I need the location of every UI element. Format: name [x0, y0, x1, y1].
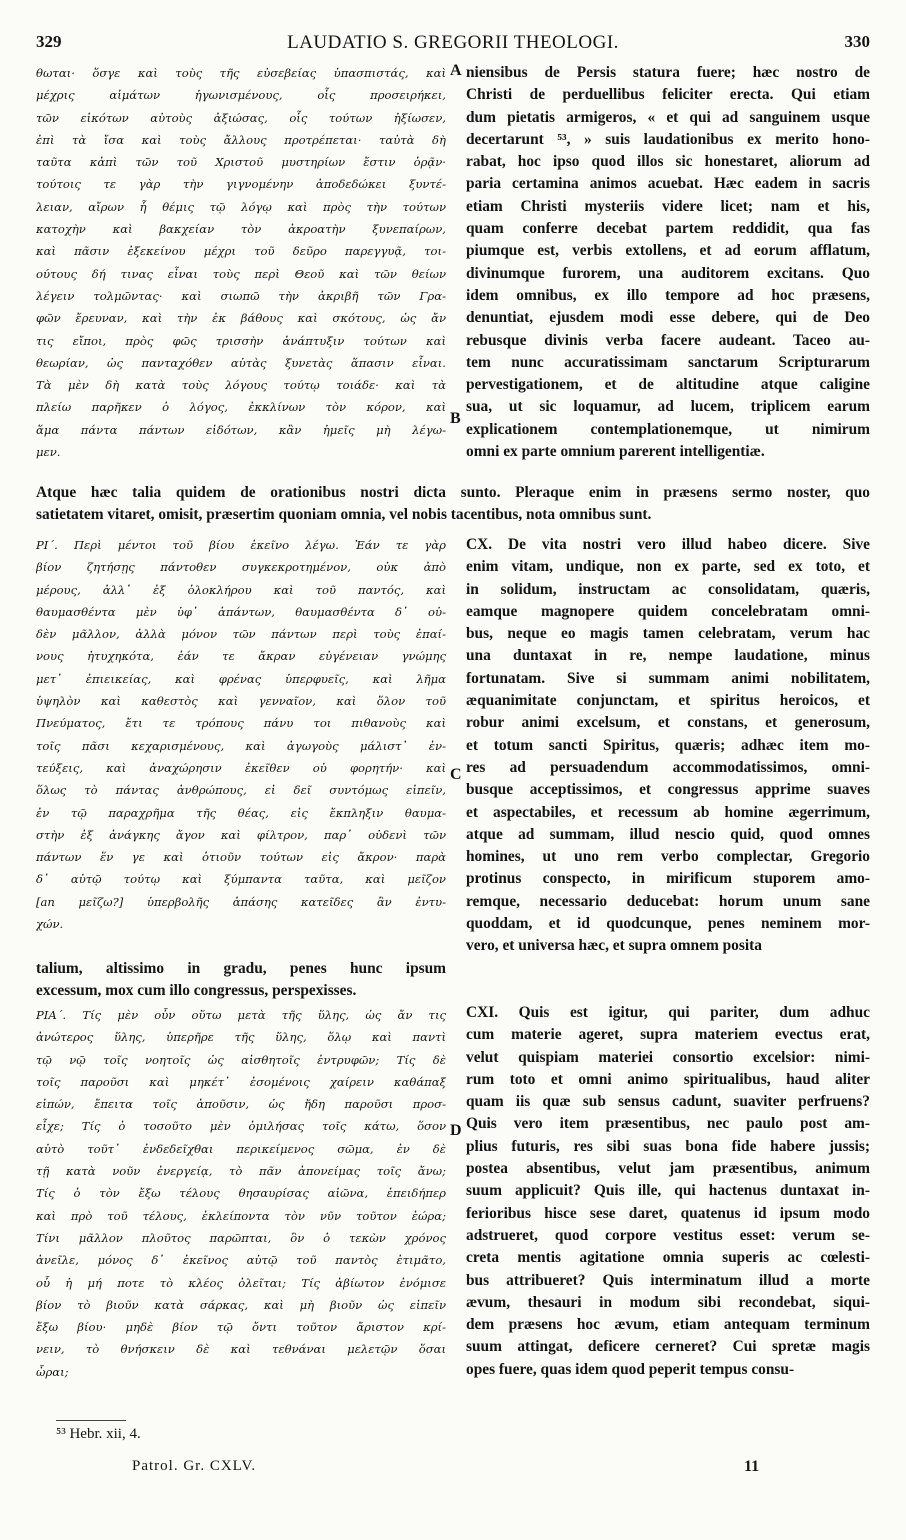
text-line: ἐπὶ τὰ ἴσα καὶ τοὺς ἄλλους προτρέπεται· ταὐτὰ δὴ	[36, 132, 446, 147]
text-line: decertarunt ⁵³, » suis laudationibus ex merito hono-	[466, 130, 870, 148]
text-line: νειν, τὸ θνήσκειν δὲ καὶ τεθνάναι μελετῷν ὅσαι	[36, 1342, 446, 1357]
text-line: piumque est, verbis extollens, et ad eorum afflatum,	[466, 242, 870, 260]
margin-marker-d: D	[450, 1122, 462, 1139]
text-line: Quis vero item præsentibus, nec paulo post am-	[466, 1115, 870, 1133]
text-line: creta mentis agitatione omnia superis ac cœlesti-	[466, 1249, 870, 1267]
text-line: τῇ κατὰ νοῦν ἐνεργείᾳ, τὸ πᾶν ἀπονείμας τοῖς ἄνω;	[36, 1164, 446, 1179]
text-line: æquanimitate conjunctam, et spiritus heroicos, et	[466, 692, 870, 710]
text-line: Atque hæc talia quidem de orationibus nostri dicta sunto. Pleraque enim in præsens sermo noster, quo	[36, 484, 870, 501]
greek-column-chapter-cxi	[36, 1004, 446, 1383]
text-line: protinus conspecto, in mirificum stuporem amo-	[466, 870, 870, 888]
text-line: εἰπών, ἔπειτα τοῖς ἀποῦσιν, ὡς ἤδη παροῦσι προσ-	[36, 1097, 446, 1112]
text-line: ἀνεῖλε, μόνος δ᾽ ἐκεῖνος αὐτῷ τοῦ παντὸς ἐτιμᾶτο,	[36, 1253, 446, 1268]
text-line: αὐτὸ τοῦτ᾽ ἐνδεδεῖχθαι περικείμενος σῶμα, ἐν δὲ	[36, 1141, 446, 1156]
text-line: Τίνι μᾶλλον πλοῦτος παρῶπται, ὃν ὁ τεκὼν χρόνος	[36, 1230, 446, 1245]
running-header	[36, 32, 870, 60]
text-line: explicationem contemplationemque, ut nimirum	[466, 420, 870, 438]
text-line: homines, ut uno rem verbo complectar, Gregorio	[466, 848, 870, 866]
text-line: Christi de perduellibus feliciter erecta. Qui etiam	[466, 86, 870, 104]
text-line: bus, neque eo magis tamen celebratam, verum hac	[466, 625, 870, 643]
text-line: στὴν ἐξ ἀνάγκης ἄγον καὶ φίλτρον, παρ᾽ οὐδενὶ τῶν	[36, 827, 446, 842]
footnote: ⁵³ Hebr. xii, 4.	[56, 1426, 141, 1442]
text-line: Πνεύματος, ἔτι τε τρόπους πάνυ τοι πιθανοὺς καὶ	[36, 716, 446, 731]
text-line: bus attribueret? Quis interminatum illud a morte	[466, 1271, 870, 1289]
text-line: rabat, hoc ipso quod illos sic honestaret, aliorum ad	[466, 153, 870, 171]
text-line: εἶχε; Τίς ὁ τοσοῦτο μὲν ὁμιλήσας τοῖς κάτω, ὅσον	[36, 1119, 446, 1134]
latin-column-top	[466, 62, 870, 463]
text-line: suum attingat, deficere cerneret? Cui spretæ magis	[466, 1338, 870, 1356]
text-line: omni ex parte omnium parerent intelligentiæ.	[466, 443, 765, 461]
text-line: busque acceptissimos, et congressus apprime suaves	[466, 781, 870, 799]
text-line: Τίς ὁ τὸν ἔξω τέλους θησαυρίσας αἰῶνα, ἐπειδήπερ	[36, 1186, 446, 1201]
text-line: μεν.	[36, 445, 61, 460]
text-line: dem præsens hoc ævum, etiam antequam terminum	[466, 1316, 870, 1334]
margin-marker-b: B	[450, 410, 461, 427]
text-line: plius futuris, res sibi suas bona fide habere jussis;	[466, 1137, 870, 1155]
text-line: τοῖς παροῦσι καὶ μηκέτ᾽ ἐσομένοις χαίρειν καθάπαξ	[36, 1074, 446, 1089]
text-line: ὅλως τὸ πάντας ἀνθρώπους, εἰ δεῖ συντόμως εἰπεῖν,	[36, 783, 446, 798]
text-line: ἅμα πάντα πάντων εἰδότων, κἂν ἡμεῖς μὴ λέγω-	[36, 422, 446, 437]
text-line: pervestigationem, et de altitudine atque caligine	[466, 376, 870, 394]
text-line: τῷ νῷ τοῖς νοητοῖς ὡς αἰσθητοῖς ἐντρυφῶν; Τίς δὲ	[36, 1052, 446, 1067]
text-line: in solidum, instructam ac consolidatam, quæris,	[466, 580, 870, 598]
text-line: robur animi excelsum, et constans, et generosum,	[466, 714, 870, 732]
running-title: LAUDATIO S. GREGORII THEOLOGI.	[287, 32, 619, 53]
text-line: μέρους, ἀλλ᾽ ἐξ ὁλοκλήρου καὶ τοῦ παντός, καὶ	[36, 582, 446, 597]
text-line: cum materie ageret, supra materiem evectus erat,	[466, 1026, 870, 1044]
page-number-left: 329	[36, 32, 62, 51]
text-line: τοῖς πᾶσι κεχαρισμένους, καὶ ἀγωγοὺς μάλιστ᾽ ἐν-	[36, 738, 446, 753]
text-line: λέγειν τολμῶντας· καὶ σιωπῶ τὴν ἀκριβῆ τῶν Γρα-	[36, 288, 446, 303]
text-line: τῶν εἰκότων αὐτοὺς ἀξιώσας, οἷς τούτων ἠξίωσεν,	[36, 110, 446, 125]
text-line: θωται· ὅσγε καὶ τοὺς τῆς εὐσεβείας ὑπασπιστάς, καὶ	[36, 66, 446, 80]
text-line: CXI. Quis est igitur, qui pariter, dum adhuc	[466, 1004, 870, 1021]
text-line: ferioribus hisce sese daret, quatenus id ipsum modo	[466, 1204, 870, 1222]
text-line: ævum, thesauri in modum sibi recondebat, siqui-	[466, 1293, 870, 1311]
text-line: satietatem vitaret, omisit, præsertim quoniam omnia, vel nobis tacentibus, nota omnibus sunt.	[36, 506, 652, 524]
latin-column-chapter-cx	[466, 534, 870, 958]
text-line: μετ᾽ ἐπιεικείας, καὶ φρένας ὑπερφυεῖς, καὶ λῆμα	[36, 671, 446, 686]
text-line: καὶ πᾶσιν ἐξεκείνου μέχρι τοῦ δεῦρο παρεγγυᾷ, τοι-	[36, 244, 446, 259]
text-line: paria certamina animos acuebat. Hæc eadem in sacris	[466, 175, 870, 193]
text-line: Τὰ μὲν δὴ κατὰ τοὺς λόγους τούτῳ τοιάδε· καὶ τὰ	[36, 378, 446, 393]
text-line: postea absentibus, velut jam præsentibus, animum	[466, 1160, 870, 1178]
footnote-rule	[56, 1420, 126, 1421]
text-line: θεωρίαν, ὡς πανταχόθεν αὐτὰς ξυνετὰς ἅπασιν εἶναι.	[36, 355, 446, 370]
text-line: μέχρις αἱμάτων ἠγωνισμένους, οἷς προσειρήκει,	[36, 88, 446, 103]
text-line: πάντων ἕν γε καὶ ὁτιοῦν τούτων εἰς ἄκρον· παρὰ	[36, 850, 446, 865]
greek-column-chapter-cx	[36, 534, 446, 935]
text-line: fortunatam. Sive si summam animi nobilitatem,	[466, 669, 870, 687]
footer-series-title: Patrol. Gr. CXLV.	[132, 1458, 257, 1474]
text-line: ἔξω βίου· μηδὲ βίον τῷ ὄντι τοῦτον ἄριστον κρί-	[36, 1320, 446, 1335]
footer-signature-number: 11	[744, 1458, 760, 1475]
text-line: talium, altissimo in gradu, penes hunc ipsum	[36, 960, 446, 977]
text-line: una duntaxat in re, nempe laudatione, minus	[466, 647, 870, 665]
text-line: λειαν, αἴρων ἧ θέμις τῷ λόγῳ καὶ πρὸς τὴν τούτων	[36, 199, 446, 214]
margin-marker-a: A	[450, 62, 462, 79]
text-line: et totum sancti Spiritus, quæris; adhæc item mo-	[466, 736, 870, 754]
text-line: [an μεῖζω?] ὑπερβολῆς ἁπάσης κατεῖδες ἂν ἐντυ-	[36, 894, 446, 909]
text-line: sua, ut sic loquamur, ad lucem, triplicem earum	[466, 398, 870, 416]
text-line: adstrueret, quod corpore vestitus esset: verum se-	[466, 1226, 870, 1244]
text-line: rum toto et omni animo spiritualibus, haud aliter	[466, 1070, 870, 1088]
text-line: etiam Christi mysteriis videre licet; nam et his,	[466, 197, 870, 215]
text-line: νους ἠτυχηκότα, ἐάν τε ἄκραν εὐγένειαν γνώμης	[36, 649, 446, 664]
text-line: remque, necessario deducebat: horum unum sane	[466, 892, 870, 910]
text-line: τούτοις τε γὰρ τὴν γιγνομένην ἀποδεδώκει ξυντέ-	[36, 177, 446, 192]
text-line: βίον ζητήσῃς πάντοθεν συγκεκροτημένον, οὐκ ἀπὸ	[36, 560, 446, 575]
text-line: δ᾽ αὐτῷ τούτῳ καὶ ξύμπαντα ταῦτα, καὶ μεῖζον	[36, 872, 446, 887]
latin-continuation	[36, 958, 446, 1003]
text-line: βίον τὸ βιοῦν κατὰ σάρκας, καὶ μὴ βιοῦν ὡς εἰπεῖν	[36, 1297, 446, 1312]
margin-marker-c: C	[450, 766, 462, 783]
text-line: ΡΙ΄. Περὶ μέντοι τοῦ βίου ἐκεῖνο λέγω. Ἐάν τε γὰρ	[36, 538, 446, 552]
text-line: καὶ πρὸ τοῦ τέλους, ἐκλείποντα τὸν νῦν τοῦτον ἑώρα;	[36, 1208, 446, 1223]
text-line: χών.	[36, 917, 64, 932]
latin-full-width-paragraph	[36, 482, 870, 527]
text-line: atque ad summam, illud nescio quid, quod omnes	[466, 825, 870, 843]
text-line: δὲν μᾶλλον, ἀλλὰ μόνον τῶν πάντων περὶ τοὺς ἐπαί-	[36, 627, 446, 642]
text-line: enim vitam, undique, non ex parte, sed ex toto, et	[466, 558, 870, 576]
text-line: vero, et universa hæc, et supra omnem posita	[466, 937, 762, 955]
text-line: rebusque divinis verba facere audeant. Taceo au-	[466, 331, 870, 349]
text-line: suum applicuit? Quis ille, qui hactenus duntaxat in-	[466, 1182, 870, 1200]
text-line: ΡΙΑ΄. Τίς μὲν οὖν οὕτω μετὰ τῆς ὕλης, ὡς ἄν τις	[36, 1008, 446, 1022]
text-line: excessum, mox cum illo congressus, perspexisses.	[36, 982, 357, 1000]
text-line: et aspectabiles, et recessum ab homine ægerrimum,	[466, 803, 870, 821]
text-line: divinumque furorem, una auditorem excitans. Quo	[466, 264, 870, 282]
text-line: quam conferre decebat partem reddidit, qua fas	[466, 220, 870, 238]
text-line: ούτους δή τινας εἶναι τοὺς περὶ Θεοῦ καὶ τῶν θείων	[36, 266, 446, 281]
text-line: τεύξεις, καὶ ἀναχώρησιν ἐκεῖθεν οὐ φορητήν· καὶ	[36, 760, 446, 775]
text-line: θαυμασθέντα μὲν ὑφ᾽ ἁπάντων, θαυμασθέντα δ᾽ οὐ-	[36, 604, 446, 619]
latin-column-chapter-cxi	[466, 1002, 870, 1381]
text-line: dum pietatis armigeros, « et qui ad sanguinem usque	[466, 108, 870, 126]
text-line: τις εἴποι, πρὸς φῶς τρισσὴν ἀνάπτυξιν τούτων καὶ	[36, 333, 446, 348]
text-line: ὧραι;	[36, 1364, 69, 1379]
greek-column-top	[36, 62, 446, 463]
text-line: opes fuere, quas idem quod peperit tempus consu-	[466, 1360, 795, 1378]
text-line: tem nunc accuratissimam sanctarum Scripturarum	[466, 353, 870, 371]
text-line: ἐν τῷ παραχρῆμα τῆς θέας, εἰς ἔκπληξιν θαυμα-	[36, 805, 446, 820]
text-line: CX. De vita nostri vero illud habeo dicere. Sive	[466, 536, 870, 553]
page-number-right: 330	[844, 32, 870, 51]
text-line: niensibus de Persis statura fuere; hæc nostro de	[466, 64, 870, 81]
text-line: ταῦτα κἀπὶ τῶν τοῦ Χριστοῦ μυστηρίων ἔστιν ὁρᾷν·	[36, 155, 446, 170]
text-line: κατοχὴν καὶ βακχείαν τὸν ἀκροατὴν ξυνεπαίρων,	[36, 222, 446, 237]
text-line: velut quispiam materiei consortio excelsior: nimi-	[466, 1048, 870, 1066]
text-line: ἀνώτερος ὕλης, ὑπερῆρε τῆς ὕλης, ὅλῳ καὶ παντὶ	[36, 1030, 446, 1045]
text-line: φῶν ἔρευναν, καὶ τὴν ἐκ βάθους καὶ σκότους, ὡς ἄν	[36, 311, 446, 326]
text-line: quoddam, et id quodcunque, penes neminem mor-	[466, 915, 870, 933]
text-line: πλείω παρῆκεν ὁ λόγος, ἐκκλίνων τὸν κόρον, καὶ	[36, 400, 446, 415]
text-line: ὑψηλὸν καὶ καθεστὸς καὶ γενναῖον, καὶ ὅλον τοῦ	[36, 694, 446, 709]
text-line: res ad persuadendum accommodatissimos, omni-	[466, 758, 870, 776]
text-line: quam iis quæ sub sensus cadunt, suaviter perfruens?	[466, 1093, 870, 1111]
text-line: eamque magnopere quidem concelebratam omni-	[466, 602, 870, 620]
text-line: idem omnibus, ex illo tempore ad hoc præsens,	[466, 286, 870, 304]
text-line: denuntiat, ejusdem modi esse debere, qui de Deo	[466, 309, 870, 327]
text-line: οὗ ἡ μή ποτε τὸ κλέος ὀλεῖται; Τίς ἀβίωτον ἐνόμισε	[36, 1275, 446, 1290]
